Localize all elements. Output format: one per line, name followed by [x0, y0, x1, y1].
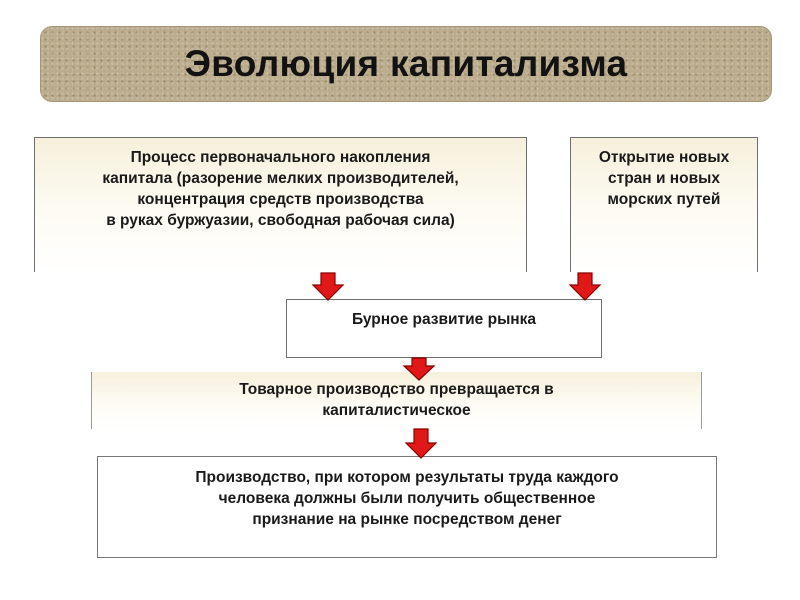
- production-line-1: Производство, при котором результаты труда каждого: [195, 469, 619, 486]
- accumulation-box: [34, 137, 527, 272]
- accumulation-line-3: концентрация средств производства: [137, 191, 424, 208]
- production-box: [97, 456, 717, 558]
- discovery-box: [570, 137, 758, 272]
- arrow-market-to-commodity: [402, 357, 436, 381]
- accumulation-line-4: в руках буржуазии, свободная рабочая сила): [106, 212, 455, 229]
- market-box: [286, 299, 602, 358]
- production-line-2: человека должны были получить общественное: [218, 490, 596, 507]
- market-line-1: Бурное развитие рынка: [351, 311, 537, 328]
- title-banner: [40, 26, 772, 102]
- production-line-3: признание на рынке посредством денег: [252, 511, 562, 528]
- arrow-discovery-to-market: [568, 272, 602, 302]
- discovery-line-2: стран и новых: [607, 170, 721, 187]
- commodity-box: [91, 372, 702, 429]
- commodity-line-1: Товарное производство превращается в: [239, 381, 554, 398]
- accumulation-line-1: Процесс первоначального накопления: [130, 149, 431, 166]
- arrow-commodity-to-production: [404, 428, 438, 460]
- arrow-accumulation-to-market: [311, 272, 345, 302]
- commodity-line-2: капиталистическое: [322, 402, 471, 419]
- diagram-title: Эволюция капитализма: [184, 43, 628, 84]
- discovery-line-1: Открытие новых: [598, 149, 730, 166]
- discovery-line-3: морских путей: [607, 191, 721, 208]
- accumulation-line-2: капитала (разорение мелких производителей,: [102, 170, 459, 187]
